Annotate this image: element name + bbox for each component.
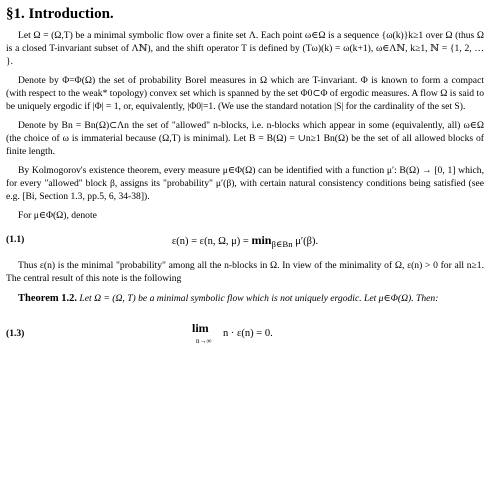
paragraph-4: By Kolmogorov's existence theorem, every measure μ∈Φ(Ω) can be identified with a function μ′: B(Ω) → [0, 1] which, for every "allowed" block β, assigns its "probability" μ′(β), with certain natural consistency conditions being satisfied (see e.g. [Bi, Section 1.3, pp.5, 6, 34-38]). bbox=[6, 164, 484, 202]
min-operator: min bbox=[251, 233, 272, 248]
lim-operator-block bbox=[192, 320, 212, 346]
equation-lhs: ε(n) = ε(n, Ω, μ) = bbox=[171, 236, 252, 248]
theorem-body: Let Ω = (Ω, T) be a minimal symbolic flow which is not uniquely ergodic. Let μ∈Φ(Ω). Then: bbox=[77, 293, 439, 305]
paragraph-3: Denote by Bn = Bn(Ω)⊂Λn the set of "allowed" n-blocks, i.e. n-blocks which appear in some (equivalently, all) ω∈Ω (the choice of ω is immaterial because (Ω,T) is minimal). Let B = B(Ω) = ∪n≥1 Bn(Ω) be the set of all allowed blocks of finite length. bbox=[6, 119, 484, 157]
equation-number: (1.1) bbox=[6, 234, 25, 246]
lim-operator: lim bbox=[192, 321, 209, 336]
paragraph-1: Let Ω = (Ω,T) be a minimal symbolic flow over a finite set Λ. Each point ω∈Ω is a sequence {ω(k)}k≥1 over Ω (thus Ω is a closed T-invariant subset of Λℕ), and the shift operator T is defined by (Tω)(k) = ω(k+1), ω∈Λℕ, k≥1, ℕ = {1, 2, … }. bbox=[6, 30, 484, 68]
theorem-1-2 bbox=[6, 292, 484, 306]
equation-1-3 bbox=[6, 316, 484, 356]
equation-rhs: μ′(β). bbox=[292, 236, 319, 248]
paragraph-2: Denote by Φ=Φ(Ω) the set of probability Borel measures in Ω which are T-invariant. Φ is known to form a compact (with respect to the weak* topology) convex set which is spanned by the set Φ0⊂Φ of ergodic measures. A flow Ω is said to be uniquely ergodic if |Φ| = 1, or, equivalently, |Φ0|=1. (We use the standard notation |S| for the cardinality of the set S). bbox=[6, 75, 484, 112]
equation-number: (1.3) bbox=[6, 328, 25, 340]
paragraph-6: Thus ε(n) is the minimal "probability" among all the n-blocks in Ω. In view of the minimality of Ω, ε(n) > 0 for all n≥1. The central result of this note is the following bbox=[6, 260, 484, 285]
min-subscript: β∈Bn bbox=[271, 239, 293, 250]
equation-body bbox=[6, 232, 484, 251]
equation-1-1 bbox=[6, 228, 484, 254]
theorem-title: Theorem 1.2. bbox=[18, 293, 78, 305]
section-heading: §1. Introduction. bbox=[6, 6, 114, 22]
lim-subscript: n→∞ bbox=[196, 336, 212, 345]
equation-rhs: n · ε(n) = 0. bbox=[223, 328, 273, 340]
document-page bbox=[6, 4, 484, 362]
paragraph-5: For μ∈Φ(Ω), denote bbox=[18, 209, 97, 221]
